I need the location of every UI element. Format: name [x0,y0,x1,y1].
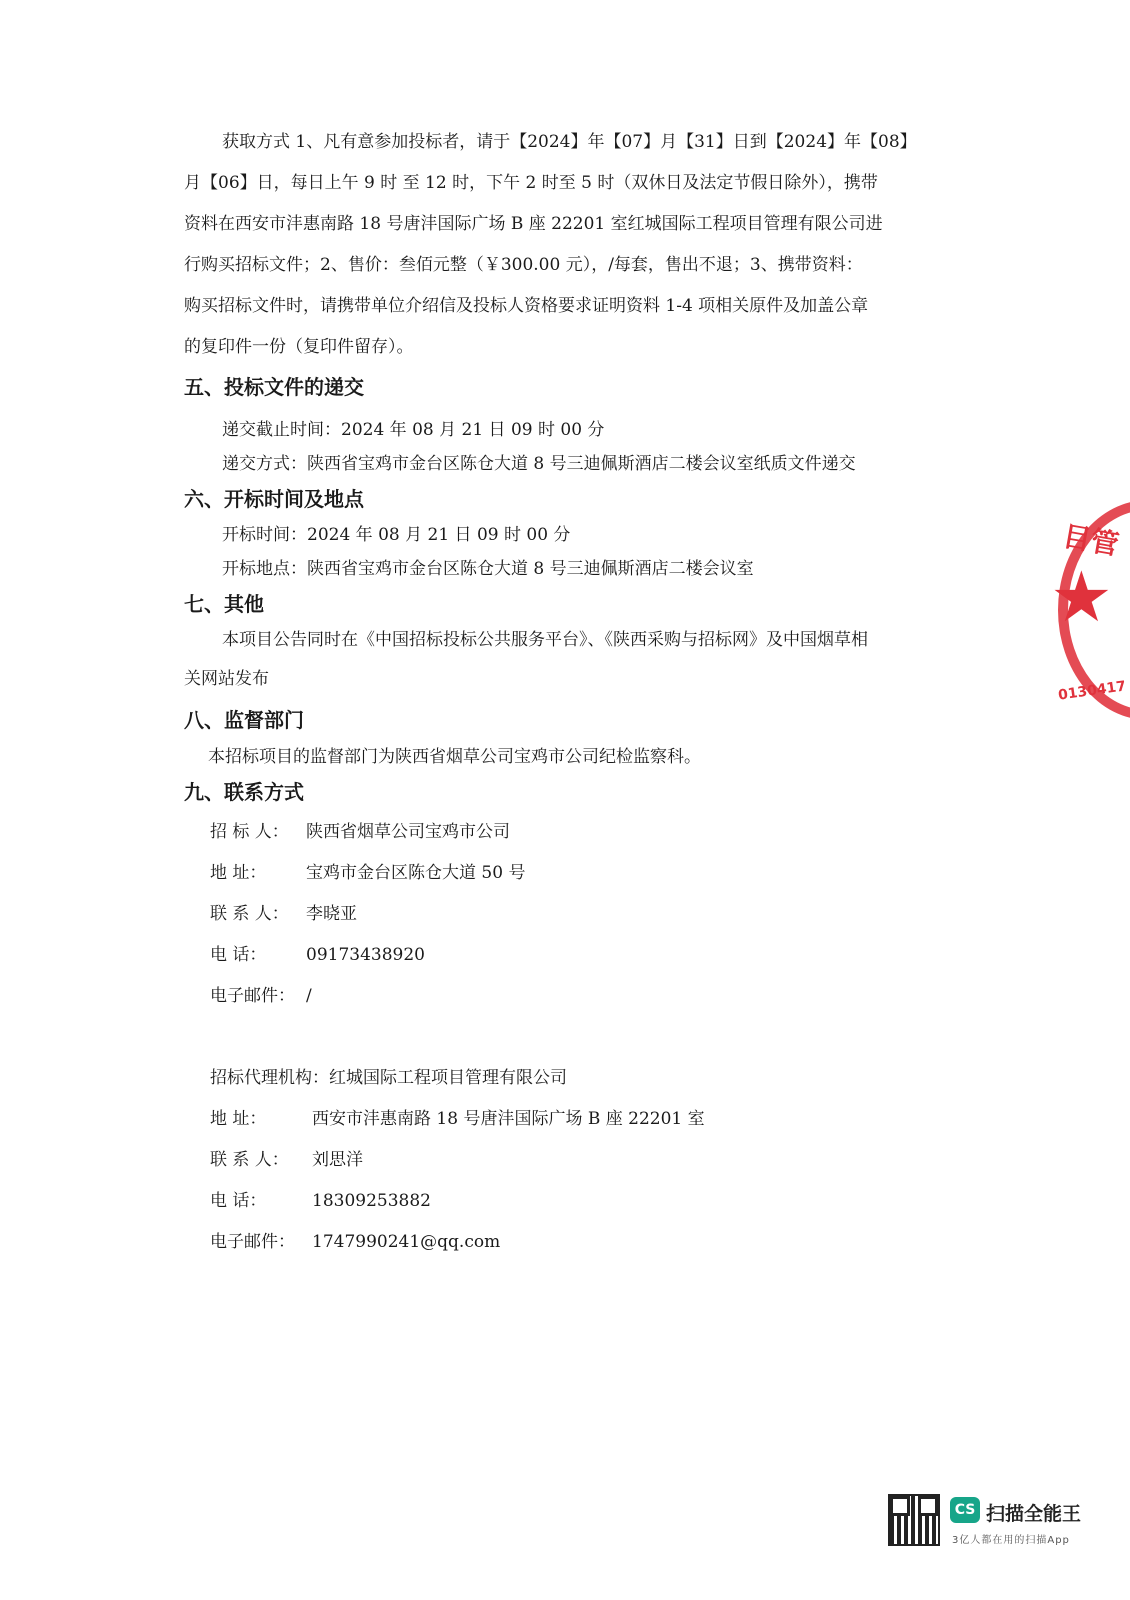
submission-deadline: 递交截止时间：2024 年 08 月 21 日 09 时 00 分 [222,420,605,440]
section6-heading: 六、开标时间及地点 [184,487,364,511]
contact-label: 联 系 人： [210,904,289,924]
agency-title: 招标代理机构：红城国际工程项目管理有限公司 [210,1068,567,1088]
agency-row [210,1148,363,1172]
agency-value: 刘思洋 [312,1150,363,1170]
contact-value: 09173438920 [306,945,425,965]
section8-heading: 八、监督部门 [184,708,304,732]
agency-label: 联 系 人： [210,1150,289,1170]
agency-row [210,1189,431,1213]
scanner-brand: 扫描全能王 [986,1503,1082,1525]
other-line-1: 本项目公告同时在《中国招标投标公共服务平台》、《陕西采购与招标网》及中国烟草相 [222,630,868,650]
contact-row [210,984,312,1008]
contact-row [210,820,510,844]
contact-label: 地 址： [210,863,267,883]
acquire-line-5: 购买招标文件时，请携带单位介绍信及投标人资格要求证明资料 1-4 项相关原件及加盖公章 [184,296,869,316]
opening-time: 开标时间：2024 年 08 月 21 日 09 时 00 分 [222,525,571,545]
document-page: 获取方式 1、凡有意参加投标者，请于【2024】年【07】月【31】日到【2024】年【08】 月【06】日，每日上午 9 时 至 12 时，下午 2 时至 5 时（双休日及法定节假日除外），携带 资料在西安市沣惠南路 18 号唐沣国际广场 B 座 22201 室红城国际工程项目管理有限公司进 行购买招标文件；2、售价：叁佰元整（￥300.00 元），/每套，售出不退；3、携带资料： 购买招标文件时，请携带单位介绍信及投标人资格要求证明资料 1-4 项相关原件及加盖公章 的复印件一份（复印件留存）。 五、投标文件的递交 递交截止时间：2024 年 08 月 21 日 09 时 00 分 递交方式：陕西省宝鸡市金台区陈仓大道 8 号三迪佩斯酒店二楼会议室纸质文件递交 六、开标时间及地点 开标时间：2024 年 08 月 21 日 09 时 00 分 开标地点：陕西省宝鸡市金台区陈仓大道 8 号三迪佩斯酒店二楼会议室 七、其他 本项目公告同时在《中国招标投标公共服务平台》、《陕西采购与招标网》及中国烟草相 关网站发布 八、监督部门 本招标项目的监督部门为陕西省烟草公司宝鸡市公司纪检监察科。 九、联系方式 招 标 人： 陕西省烟草公司宝鸡市公司 地 址： 宝鸡市金台区陈仓大道 50 号 联 系 人： 李晓亚 电 话： 09173438920 电子邮件： / 招标代理机构：红城国际工程项目管理有限公司 地 址： 西安市沣惠南路 18 号唐沣国际广场 B 座 22201 室 联 系 人： 刘思洋 电 话： 18309253882 电子邮件： 1747990241@qq.com 目管 ★ 0130417 CS 扫描全能王 3亿人都在用的扫描App [0,0,1130,1600]
acquire-line-4: 行购买招标文件；2、售价：叁佰元整（￥300.00 元），/每套，售出不退；3、携带资料： [184,255,863,275]
submission-method: 递交方式：陕西省宝鸡市金台区陈仓大道 8 号三迪佩斯酒店二楼会议室纸质文件递交 [222,454,856,474]
contact-row [210,902,357,926]
contact-label: 电子邮件： [210,986,295,1006]
contact-label: 电 话： [210,945,267,965]
contact-row [210,943,425,967]
acquire-line-6: 的复印件一份（复印件留存）。 [184,337,414,357]
agency-value: 18309253882 [312,1191,431,1211]
agency-label: 地 址： [210,1109,267,1129]
section7-heading: 七、其他 [184,592,264,616]
supervision-text: 本招标项目的监督部门为陕西省烟草公司宝鸡市公司纪检监察科。 [208,747,701,767]
other-line-2: 关网站发布 [184,669,269,689]
seal-number: 0130417 [1057,678,1127,704]
acquire-line-1: 获取方式 1、凡有意参加投标者，请于【2024】年【07】月【31】日到【2024】年【08】 [222,132,917,152]
contact-label: 招 标 人： [210,822,289,842]
agency-label: 电子邮件： [210,1232,295,1252]
qr-code-icon [888,1494,940,1546]
section9-heading: 九、联系方式 [184,780,304,804]
opening-place: 开标地点：陕西省宝鸡市金台区陈仓大道 8 号三迪佩斯酒店二楼会议室 [222,559,754,579]
scanner-tagline: 3亿人都在用的扫描App [952,1535,1070,1546]
contact-row [210,861,525,885]
acquire-line-2: 月【06】日，每日上午 9 时 至 12 时，下午 2 时至 5 时（双休日及法定节假日除外），携带 [184,173,878,193]
acquire-line-3: 资料在西安市沣惠南路 18 号唐沣国际广场 B 座 22201 室红城国际工程项目管理有限公司进 [184,214,883,234]
agency-label: 电 话： [210,1191,267,1211]
agency-value: 西安市沣惠南路 18 号唐沣国际广场 B 座 22201 室 [312,1109,705,1129]
agency-value: 1747990241@qq.com [312,1232,501,1252]
camscanner-logo-icon: CS [950,1497,980,1523]
contact-value: 宝鸡市金台区陈仓大道 50 号 [306,863,526,883]
contact-value: 陕西省烟草公司宝鸡市公司 [306,822,510,842]
agency-row [210,1107,705,1131]
contact-value: / [306,986,312,1006]
seal-text: 目管 [1060,519,1122,562]
agency-row [210,1230,500,1254]
section5-heading: 五、投标文件的递交 [184,375,364,399]
contact-value: 李晓亚 [306,904,357,924]
